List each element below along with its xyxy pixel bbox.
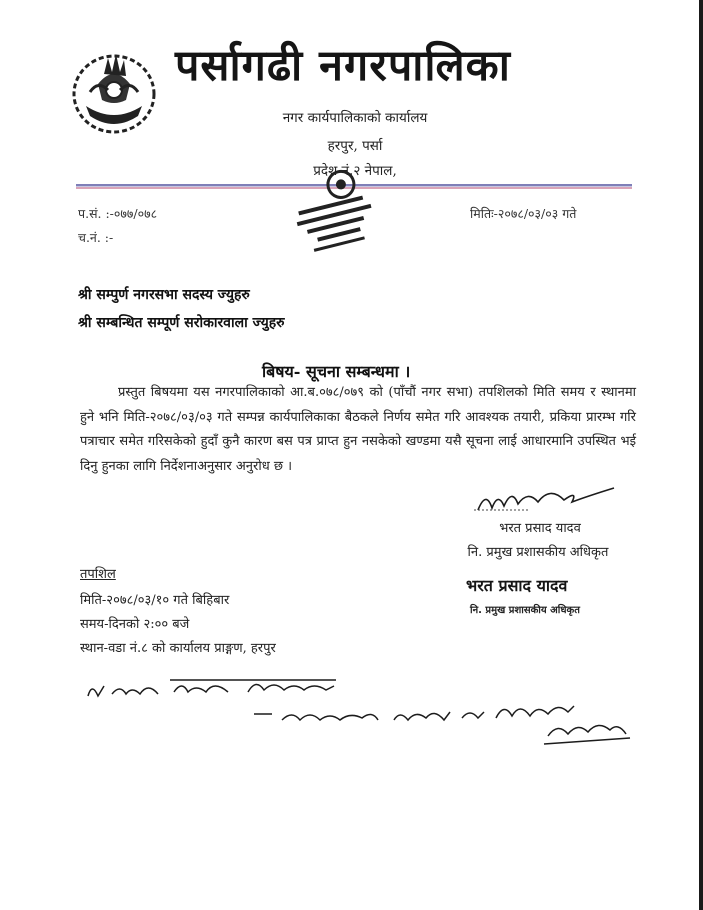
handwritten-signature — [468, 480, 618, 520]
office-address: हरपुर, पर्सा — [327, 138, 383, 154]
municipality-title: पर्सागढी नगरपालिका — [175, 41, 511, 91]
nepal-emblem-icon — [68, 44, 160, 136]
province-line: प्रदेश नं.२ नेपाल, — [313, 163, 397, 179]
scan-edge — [699, 0, 703, 910]
details-venue: स्थान-वडा नं.८ को कार्यालय प्राङ्गण, हरपुर — [80, 641, 276, 656]
details-date: मिति-२०७८/०३/१० गते बिहिबार — [80, 593, 230, 608]
name-stamp: भरत प्रसाद यादव — [466, 576, 568, 595]
letter-date: मितिः-२०७८/०३/०३ गते — [470, 206, 577, 221]
office-name: नगर कार्यपालिकाको कार्यालय — [282, 110, 428, 126]
signatory-designation: नि. प्रमुख प्रशासकीय अधिकृत — [467, 545, 609, 560]
reference-number: प.सं. :-०७७/०७८ — [78, 206, 158, 221]
details-time: समय-दिनको २:०० बजे — [80, 617, 190, 632]
recipient-line: श्री सम्बन्धित सम्पूर्ण सरोकारवाला ज्युहरु — [78, 315, 285, 331]
designation-stamp: नि. प्रमुख प्रशासकीय अधिकृत — [470, 605, 580, 616]
handwritten-note — [78, 672, 638, 752]
signatory-name: भरत प्रसाद यादव — [499, 521, 581, 536]
body-paragraph: प्रस्तुत बिषयमा यस नगरपालिकाको आ.ब.०७८/०७९ को (पाँचौं नगर सभा) तपशिलको मिति समय र स्थानमा हुने भनि मिति-२०७८/०३/०३ गते सम्पन्न कार्यपालिकाका बैठकले निर्णय समेत गरि आवश्यक तयारी, प्रकिया प्रारम्भ गरि पत्राचार समेत गरिसकेको हुदाँ कुनै कारण बस पत्र प्राप्त हुन नसकेको खण्डमा यसै सूचना लाई आधारमानि उपस्थित भई दिनु हुनका लागि निर्देशनाअनुसार अनुरोध छ । — [80, 385, 636, 474]
office-seal-stamp — [286, 168, 390, 260]
details-heading: तपशिल — [80, 567, 116, 582]
subject-line: बिषय- सूचना सम्बन्धमा । — [262, 362, 411, 381]
dispatch-number: च.नं. :- — [78, 230, 114, 245]
recipient-line: श्री सम्पुर्ण नगरसभा सदस्य ज्युहरु — [78, 287, 250, 303]
